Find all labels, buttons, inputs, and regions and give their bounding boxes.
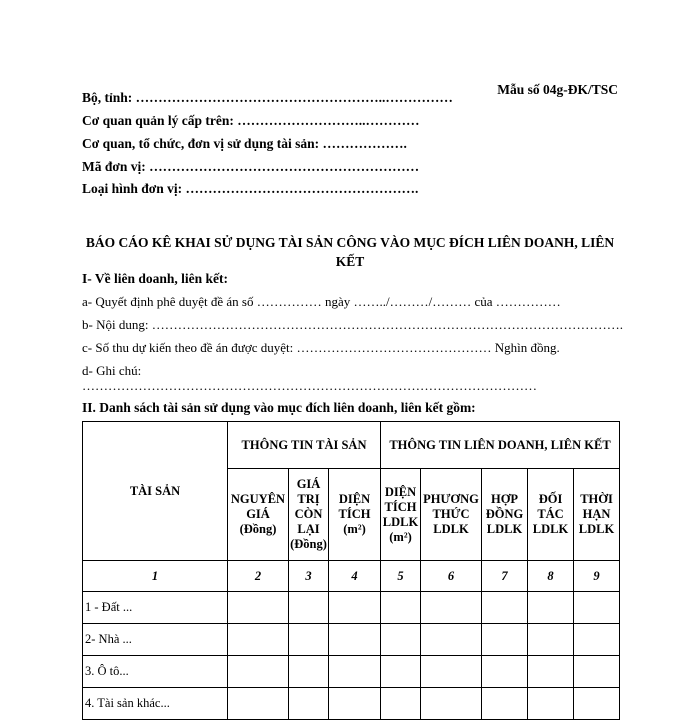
col-header-contract: HỢP ĐỒNG LDLK xyxy=(482,469,528,561)
col-number: 1 xyxy=(83,561,228,592)
section-1-line-b: b- Nội dung: ………………………………………………………………………………………………. xyxy=(82,317,623,332)
col-header-term: THỜI HẠN LDLK xyxy=(574,469,620,561)
header-line-using-unit: Cơ quan, tổ chức, đơn vị sử dụng tài sản: ………………. xyxy=(82,136,407,151)
table-cell[interactable] xyxy=(329,592,381,624)
table-cell[interactable] xyxy=(289,624,329,656)
form-code: Mẫu số 04g-ĐK/TSC xyxy=(497,82,618,97)
table-cell[interactable] xyxy=(289,592,329,624)
header-line-unit-type: Loại hình đơn vị: ……………………………………………. xyxy=(82,181,419,196)
table-cell[interactable] xyxy=(528,688,574,720)
table-cell[interactable] xyxy=(482,624,528,656)
col-number: 6 xyxy=(421,561,482,592)
header-line-unit-code: Mã đơn vị: …………………………………………………… xyxy=(82,159,420,174)
col-header-method: PHƯƠNG THỨC LDLK xyxy=(421,469,482,561)
table-cell[interactable] xyxy=(228,656,289,688)
table-cell[interactable] xyxy=(228,624,289,656)
col-header-jv-area: DIỆN TÍCH LDLK (m²) xyxy=(381,469,421,561)
table-row-other xyxy=(83,688,620,720)
col-number: 3 xyxy=(289,561,329,592)
table-cell[interactable] xyxy=(381,688,421,720)
table-cell[interactable] xyxy=(289,656,329,688)
table-cell[interactable] xyxy=(574,656,620,688)
header-line-ministry: Bộ, tỉnh: ………………………………………………..…………… xyxy=(82,90,453,105)
table-cell[interactable] xyxy=(381,592,421,624)
table-cell[interactable] xyxy=(329,656,381,688)
col-number: 9 xyxy=(574,561,620,592)
table-row-land xyxy=(83,592,620,624)
header-line-superior-agency: Cơ quan quản lý cấp trên: ………………………..………… xyxy=(82,113,420,128)
col-header-area: DIỆN TÍCH (m²) xyxy=(329,469,381,561)
row-label-house: 2- Nhà ... xyxy=(83,624,228,656)
table-row-house xyxy=(83,624,620,656)
col-header-partner: ĐỐI TÁC LDLK xyxy=(528,469,574,561)
table-cell[interactable] xyxy=(482,688,528,720)
section-1-heading: I- Về liên doanh, liên kết: xyxy=(82,271,229,286)
col-number: 5 xyxy=(381,561,421,592)
table-cell[interactable] xyxy=(381,656,421,688)
col-number: 4 xyxy=(329,561,381,592)
table-cell[interactable] xyxy=(329,624,381,656)
section-1-line-d: d- Ghi chú: xyxy=(82,363,142,378)
table-cell[interactable] xyxy=(482,592,528,624)
section-2-heading: II. Danh sách tài sản sử dụng vào mục đích liên doanh, liên kết gồm: xyxy=(82,400,476,415)
report-title: BÁO CÁO KÊ KHAI SỬ DỤNG TÀI SẢN CÔNG VÀO MỤC ĐÍCH LIÊN DOANH, LIÊN KẾT xyxy=(85,235,615,269)
table-cell[interactable] xyxy=(228,688,289,720)
table-cell[interactable] xyxy=(574,592,620,624)
group-header-asset-info: THÔNG TIN TÀI SẢN xyxy=(228,422,381,469)
col-header-asset: TÀI SẢN xyxy=(83,422,228,561)
row-label-other: 4. Tài sản khác... xyxy=(83,688,228,720)
row-label-car: 3. Ô tô... xyxy=(83,656,228,688)
table-cell[interactable] xyxy=(421,656,482,688)
group-header-jv-info: THÔNG TIN LIÊN DOANH, LIÊN KẾT xyxy=(381,422,620,469)
col-number: 8 xyxy=(528,561,574,592)
section-1-line-a: a- Quyết định phê duyệt đề án số …………… ngày ……../………/……… của …………… xyxy=(82,294,561,309)
table-cell[interactable] xyxy=(329,688,381,720)
table-cell[interactable] xyxy=(289,688,329,720)
section-1-dotted-line: …………………………………………………………………………………………… xyxy=(82,378,537,393)
table-cell[interactable] xyxy=(421,592,482,624)
asset-table xyxy=(82,421,620,720)
table-cell[interactable] xyxy=(528,656,574,688)
table-cell[interactable] xyxy=(528,624,574,656)
table-cell[interactable] xyxy=(228,592,289,624)
section-1-line-c: c- Số thu dự kiến theo đề án được duyệt: ……………………………………… Nghìn đồng. xyxy=(82,340,560,355)
col-header-original-value: NGUYÊN GIÁ (Đồng) xyxy=(228,469,289,561)
table-cell[interactable] xyxy=(421,688,482,720)
col-header-remaining-value: GIÁ TRỊ CÒN LẠI (Đồng) xyxy=(289,469,329,561)
table-row-car xyxy=(83,656,620,688)
table-cell[interactable] xyxy=(574,688,620,720)
table-cell[interactable] xyxy=(574,624,620,656)
table-cell[interactable] xyxy=(381,624,421,656)
col-number: 2 xyxy=(228,561,289,592)
table-cell[interactable] xyxy=(482,656,528,688)
col-number: 7 xyxy=(482,561,528,592)
table-cell[interactable] xyxy=(528,592,574,624)
row-label-land: 1 - Đất ... xyxy=(83,592,228,624)
table-cell[interactable] xyxy=(421,624,482,656)
